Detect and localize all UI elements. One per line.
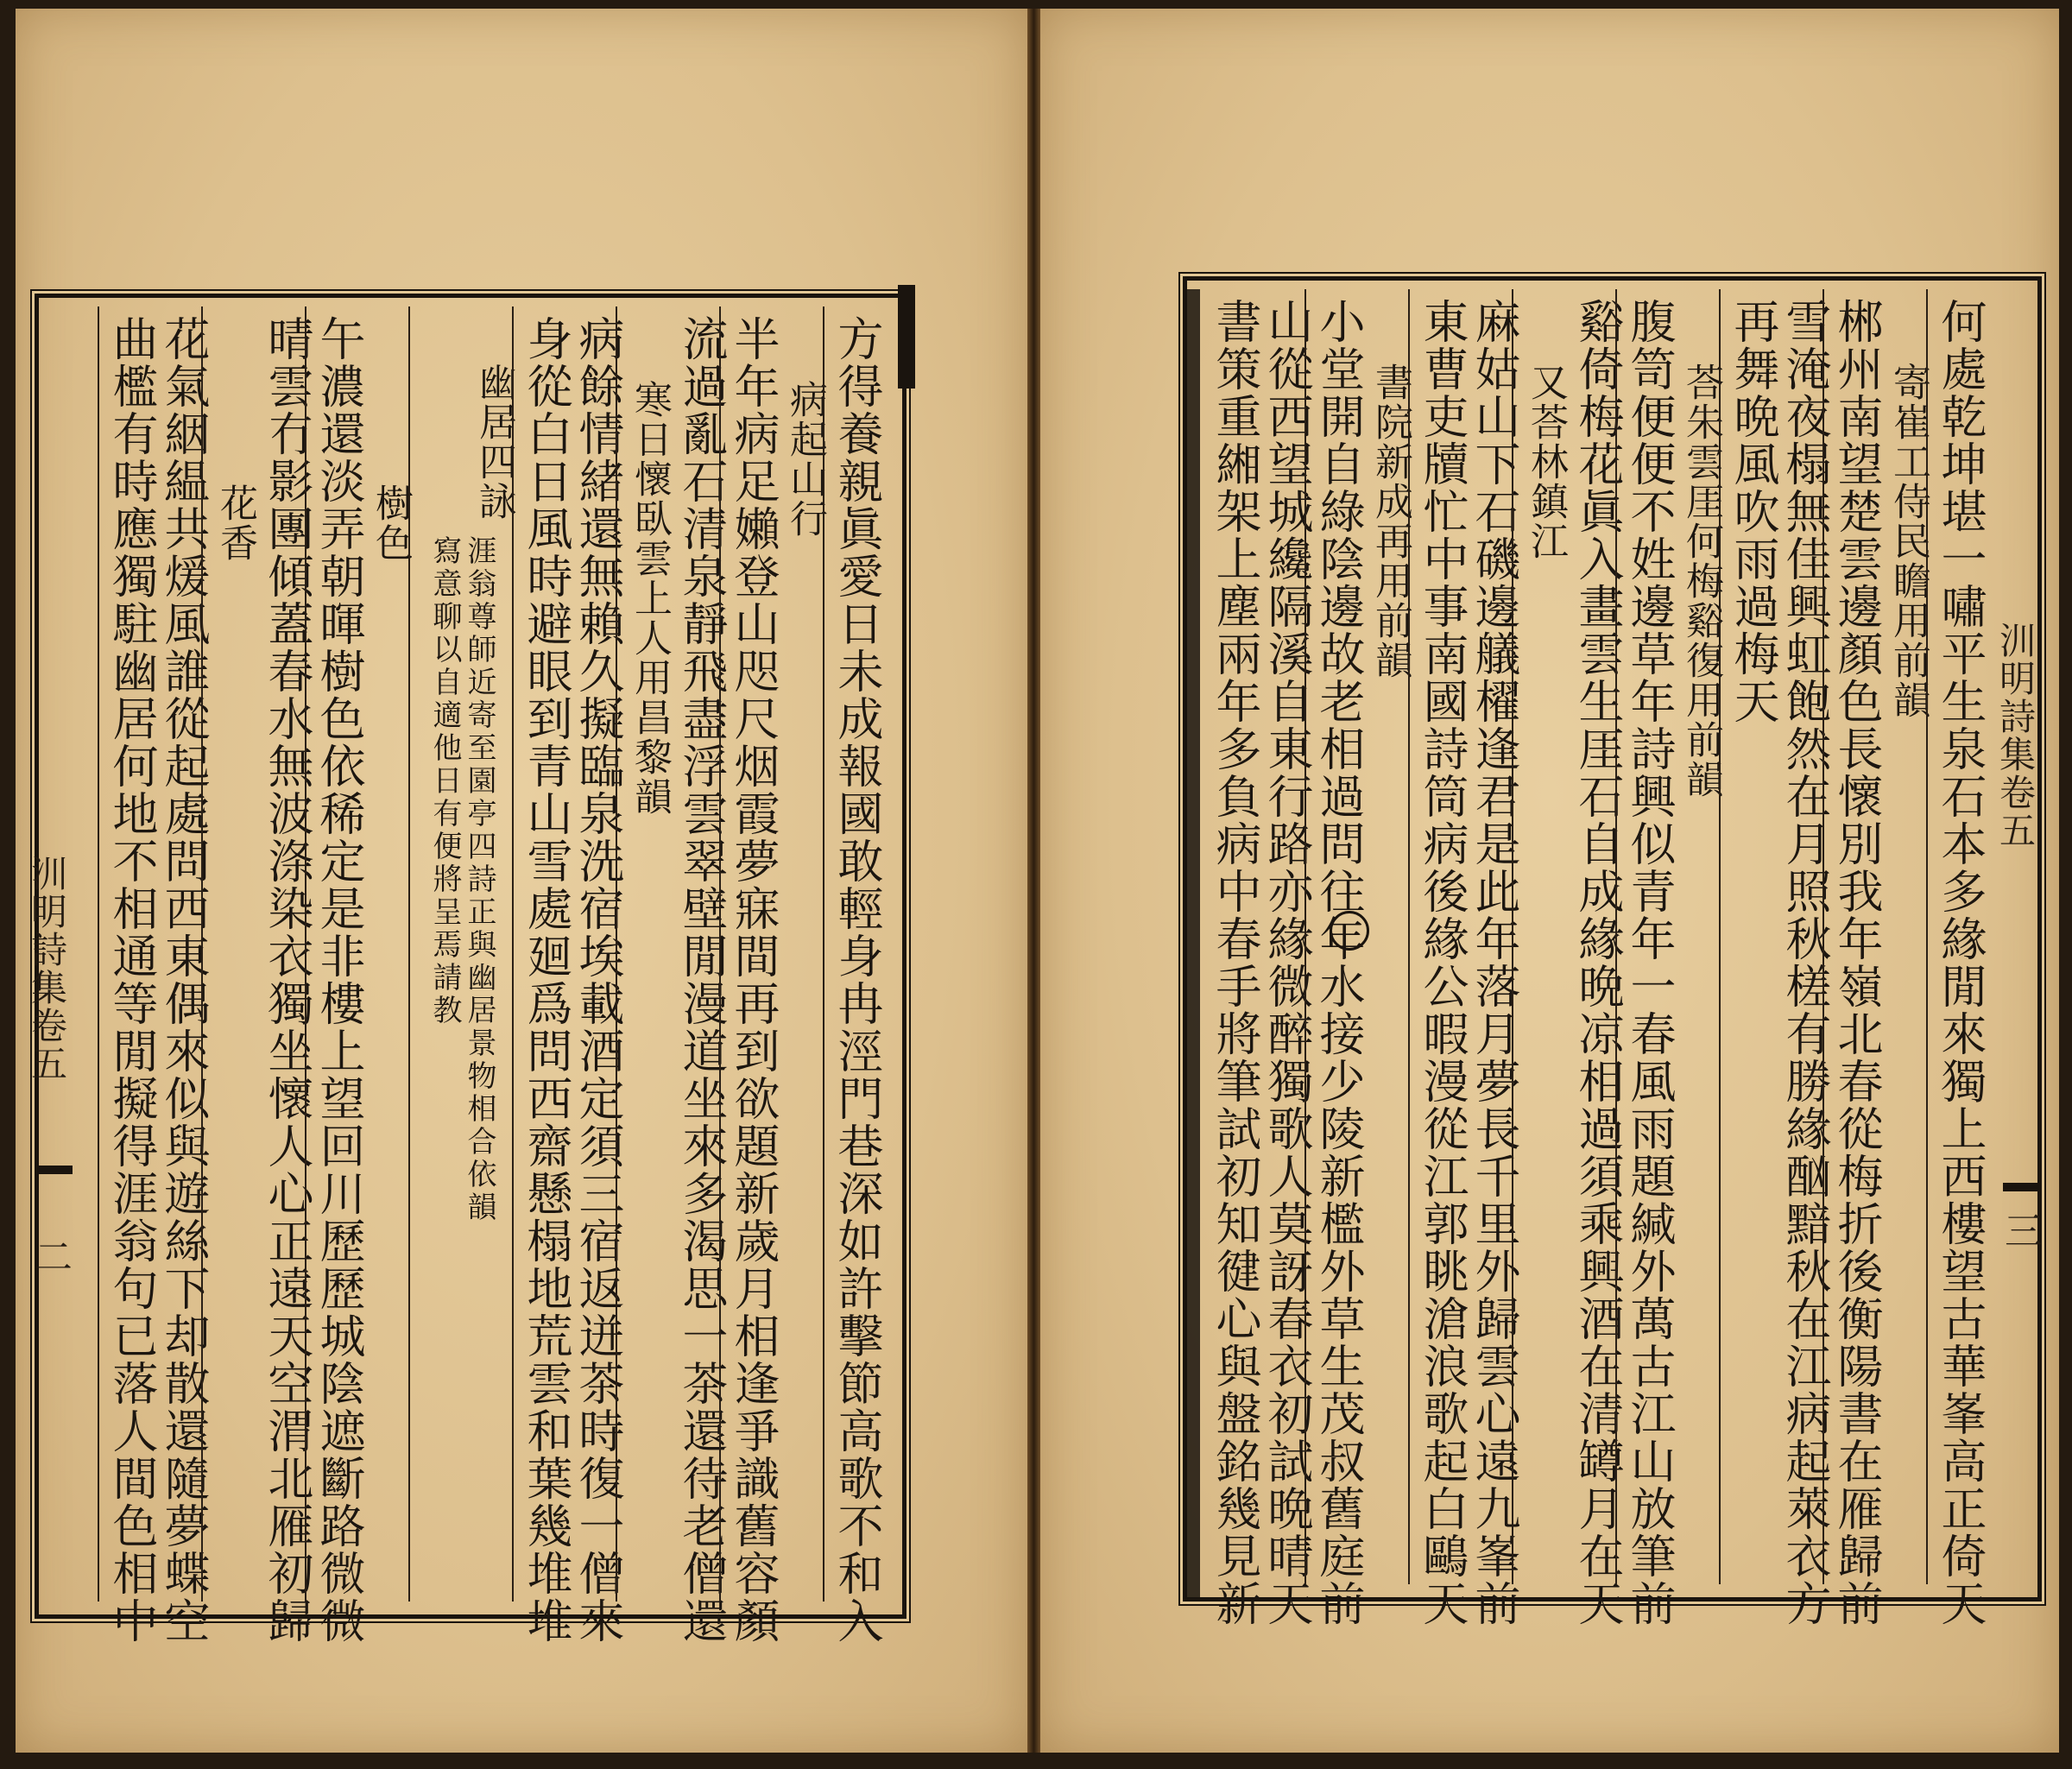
right-poem-title-4: 書院新成再用前韻 xyxy=(1368,363,1412,680)
right-text-column-8: 谿倚梅花眞入畫雲生厓石自成緣晩凉相過須乘興酒在清罇月在天 xyxy=(1571,298,1624,1627)
right-text-column-7: 腹笥便便不姓邊草年詩興似青年一春風雨題緘外萬古江山放筆前 xyxy=(1623,298,1676,1627)
right-text-column-14: 山從西望城纔隔溪自東行路亦緣微醉獨歌人莫訝春衣初試晩晴天 xyxy=(1260,298,1313,1627)
column-rule xyxy=(1926,289,1928,1584)
left-text-column-13: 晴雲冇影團傾蓋春水無波涤染衣獨坐懷人心正遠天空渭北雁初歸 xyxy=(261,315,313,1645)
left-running-title: 汌明詩集卷五 xyxy=(26,855,68,1083)
column-rule xyxy=(512,306,514,1602)
right-poem-title-3: 又荅林鎮江 xyxy=(1524,363,1568,561)
column-rule xyxy=(305,306,306,1602)
right-running-title: 汌明詩集卷五 xyxy=(1994,622,2037,850)
left-text-column-1: 方得養親眞愛日未成報國敢輕身冉涇門巷深如許擊節高歌不和入 xyxy=(831,315,883,1645)
left-text-column-16: 曲檻有時應獨駐幽居何地不相通等閒擬得涯翁句已落人間色相中 xyxy=(105,315,158,1645)
column-rule xyxy=(1512,289,1513,1584)
left-poem-title-2: 寒日懷臥雲上人用昌黎韻 xyxy=(628,380,672,817)
right-text-column-15: 書策重緗架上塵兩年多負病中春手將筆試初知徤心與盤銘幾見新 xyxy=(1209,298,1261,1627)
column-rule xyxy=(98,306,99,1602)
left-text-column-6: 病餘情緒還無賴久擬臨泉洗宿埃載酒定須三宿返迸茶時復一僧來 xyxy=(572,315,624,1645)
left-subtitle-flower-fragrance: 花香 xyxy=(213,483,257,563)
right-text-column-13: 小堂開自綠陰邊故老相過問往年水接少陵新檻外草生茂叔舊庭前 xyxy=(1312,298,1365,1627)
left-poem-title-3: 幽居四詠 xyxy=(472,363,516,521)
right-text-column-1: 何處乾坤堪一嘯平生泉石本多緣閒來獨上西樓望古華峯高正倚天 xyxy=(1934,298,1987,1627)
column-rule xyxy=(1408,289,1410,1584)
column-rule xyxy=(823,306,824,1602)
left-text-column-4: 流過亂石清泉靜飛盡浮雲翠壁閒漫道坐來多渴思一茶還待老僧還 xyxy=(675,315,728,1645)
left-text-column-7: 身從白日風時避眼到青山雪處廻爲問西齋懸榻地荒雲和葉幾堆堆 xyxy=(520,315,572,1645)
column-rule xyxy=(408,306,410,1602)
left-preface-line-1: 寫意聊以自適他日有便將呈焉請教 xyxy=(427,535,462,1027)
left-folio-number: 二 xyxy=(35,1235,73,1279)
right-text-column-11: 東曹吏牘忙中事南國詩筒病後緣公暇漫從江郭眺滄浪歌起白鷗天 xyxy=(1416,298,1469,1627)
left-text-column-15: 花氣絪緼共煖風誰從起處問西東偶來似與遊絲下却散還隨夢蝶空 xyxy=(157,315,210,1645)
right-text-column-10: 麻姑山下石磯邊艤櫂逢君是此年落月夢長千里外歸雲心遠九峯前 xyxy=(1468,298,1520,1627)
column-rule xyxy=(1304,289,1306,1584)
right-poem-title-1: 寄崔工侍民瞻用前韻 xyxy=(1886,363,1930,720)
right-poem-title-2: 荅朱雲厓何梅谿復用前韻 xyxy=(1679,363,1723,799)
fishtail-mark xyxy=(38,1166,73,1174)
ink-blot-mark xyxy=(1330,911,1369,951)
right-frame-inner-bar xyxy=(1184,289,1200,1602)
right-folio-number: 三 xyxy=(2005,1210,2043,1254)
left-preface-line-2: 涯翁尊師近寄至園亭四詩正與幽居景物相合依韻 xyxy=(462,535,496,1224)
right-text-column-4: 雪淹夜榻無佳興虹飽然在月照秋槎有勝緣酗黯秋在江病起萊衣方 xyxy=(1778,298,1831,1627)
left-text-column-3: 半年病足嬾登山咫尺烟霞夢寐間再到欲題新歲月相逢爭識舊容顏 xyxy=(727,315,780,1645)
column-rule xyxy=(616,306,617,1602)
right-text-column-5: 再舞晩風吹雨過梅天 xyxy=(1727,298,1779,725)
column-rule xyxy=(1615,289,1617,1584)
left-poem-title-1: 病起山行 xyxy=(783,380,827,539)
column-rule xyxy=(201,306,203,1602)
column-rule xyxy=(1822,289,1824,1584)
fishtail-mark xyxy=(2003,1183,2037,1191)
book-gutter xyxy=(1027,9,1040,1753)
left-frame-corner-mark xyxy=(898,285,915,389)
right-text-column-3: 郴州南望楚雲邊顏色長懷別我年嶺北春從梅折後衡陽書在雁歸前 xyxy=(1830,298,1883,1627)
left-text-column-12: 午濃還淡弄朝暉樹色依稀定是非樓上望回川歷歷城陰遮斷路微微 xyxy=(313,315,365,1645)
column-rule xyxy=(719,306,721,1602)
column-rule xyxy=(1719,289,1721,1584)
left-subtitle-tree-color: 樹色 xyxy=(369,483,413,563)
